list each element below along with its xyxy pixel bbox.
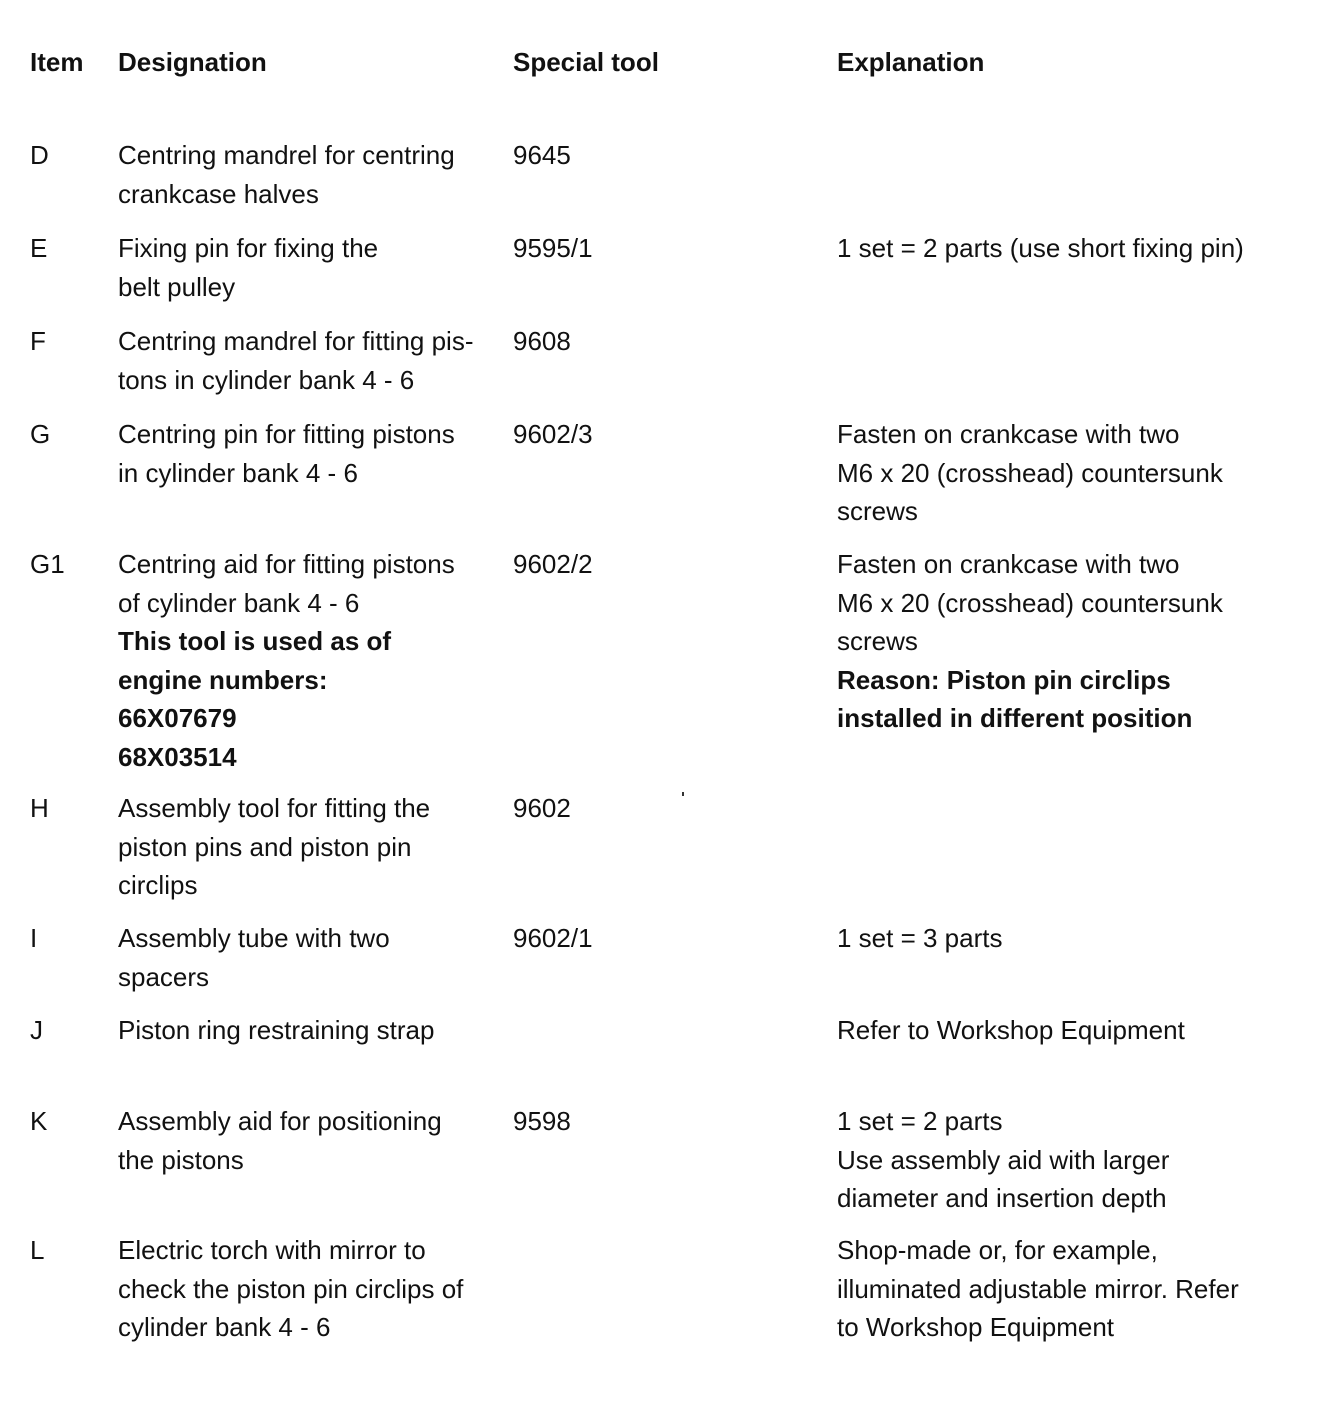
designation-cell-line: cylinder bank 4 - 6	[118, 1312, 331, 1342]
designation-cell	[118, 229, 378, 306]
designation-cell-line: check the piston pin circlips of	[118, 1273, 464, 1304]
explanation-cell	[837, 229, 1244, 268]
designation-cell	[118, 1011, 434, 1050]
special-tool-number: 9602	[513, 793, 571, 823]
designation-cell	[118, 136, 455, 213]
designation-cell-bold-line: 68X03514	[118, 741, 237, 772]
special-tool-number: 9602/1	[513, 923, 593, 953]
designation-cell	[118, 1102, 442, 1179]
designation-cell-line: Centring pin for fitting pistons	[118, 419, 455, 449]
explanation-cell-line: M6 x 20 (crosshead) countersunk	[837, 457, 1223, 488]
header-item: Item	[30, 47, 84, 77]
designation-cell-bold-line: This tool is used as of	[118, 626, 392, 656]
designation-cell-line: piston pins and piston pin	[118, 831, 412, 862]
scan-speck	[682, 792, 684, 796]
item-letter: H	[30, 793, 49, 823]
designation-cell	[118, 919, 390, 996]
special-tool-number: 9595/1	[513, 233, 593, 263]
header-designation: Designation	[118, 47, 267, 77]
designation-cell-line: Assembly aid for positioning	[118, 1106, 442, 1136]
designation-cell-line: in cylinder bank 4 - 6	[118, 457, 358, 488]
explanation-cell-line: 1 set = 2 parts (use short fixing pin)	[837, 233, 1244, 263]
designation-cell-line: Assembly tool for fitting the	[118, 793, 431, 823]
designation-cell	[118, 1231, 463, 1347]
item-letter: D	[30, 140, 49, 170]
designation-cell-line: the pistons	[118, 1144, 244, 1175]
explanation-cell	[837, 545, 1223, 738]
explanation-cell	[837, 919, 1002, 958]
designation-cell-line: spacers	[118, 961, 210, 992]
item-letter: G	[30, 419, 51, 449]
explanation-cell-line: Fasten on crankcase with two	[837, 549, 1180, 579]
designation-cell-line: crankcase halves	[118, 178, 319, 209]
designation-cell-line: Assembly tube with two	[118, 923, 390, 953]
explanation-cell-line: 1 set = 2 parts	[837, 1106, 1003, 1136]
designation-cell-line: of cylinder bank 4 - 6	[118, 587, 360, 618]
special-tool-number: 9602/3	[513, 419, 593, 449]
header-explanation: Explanation	[837, 47, 985, 77]
special-tool-number: 9608	[513, 326, 571, 356]
designation-cell	[118, 415, 455, 492]
designation-cell-line: Fixing pin for fixing the	[118, 233, 379, 263]
explanation-cell-line: diameter and insertion depth	[837, 1183, 1167, 1213]
designation-cell-line: belt pulley	[118, 271, 236, 302]
designation-cell-bold-line: engine numbers:	[118, 664, 328, 695]
explanation-cell	[837, 415, 1223, 531]
explanation-cell-line: illuminated adjustable mirror. Refer	[837, 1273, 1239, 1304]
designation-cell-line: circlips	[118, 870, 198, 900]
item-letter: F	[30, 326, 46, 356]
explanation-cell-line: Use assembly aid with larger	[837, 1144, 1170, 1175]
designation-cell-line: Centring mandrel for centring	[118, 140, 455, 170]
designation-cell	[118, 789, 430, 905]
item-letter: G1	[30, 549, 65, 579]
explanation-cell-line: Fasten on crankcase with two	[837, 419, 1180, 449]
item-letter: I	[30, 923, 38, 953]
designation-cell	[118, 322, 473, 399]
explanation-cell-line: Shop-made or, for example,	[837, 1235, 1158, 1265]
designation-cell-line: Piston ring restraining strap	[118, 1015, 435, 1045]
designation-cell-line: tons in cylinder bank 4 - 6	[118, 364, 415, 395]
explanation-cell-line: Refer to Workshop Equipment	[837, 1015, 1185, 1045]
designation-cell-bold-line: 66X07679	[118, 703, 237, 733]
designation-cell-line: Centring mandrel for fitting pis-	[118, 326, 474, 356]
item-letter: J	[30, 1015, 43, 1045]
explanation-cell-line: to Workshop Equipment	[837, 1312, 1114, 1342]
special-tool-number: 9598	[513, 1106, 571, 1136]
item-letter: E	[30, 233, 48, 263]
explanation-cell-line: M6 x 20 (crosshead) countersunk	[837, 587, 1223, 618]
special-tool-number: 9602/2	[513, 549, 593, 579]
explanation-cell-line: screws	[837, 496, 918, 526]
designation-cell-line: Centring aid for fitting pistons	[118, 549, 455, 579]
explanation-cell	[837, 1102, 1169, 1218]
header-special-tool: Special tool	[513, 47, 659, 77]
designation-cell-line: Electric torch with mirror to	[118, 1235, 426, 1265]
explanation-cell-bold-line: installed in different position	[837, 703, 1193, 733]
explanation-cell-line: screws	[837, 626, 918, 656]
designation-cell	[118, 545, 455, 776]
explanation-cell-line: 1 set = 3 parts	[837, 923, 1003, 953]
explanation-cell-bold-line: Reason: Piston pin circlips	[837, 664, 1171, 695]
special-tool-number: 9645	[513, 140, 571, 170]
explanation-cell	[837, 1011, 1185, 1050]
item-letter: L	[30, 1235, 45, 1265]
item-letter: K	[30, 1106, 48, 1136]
explanation-cell	[837, 1231, 1239, 1347]
